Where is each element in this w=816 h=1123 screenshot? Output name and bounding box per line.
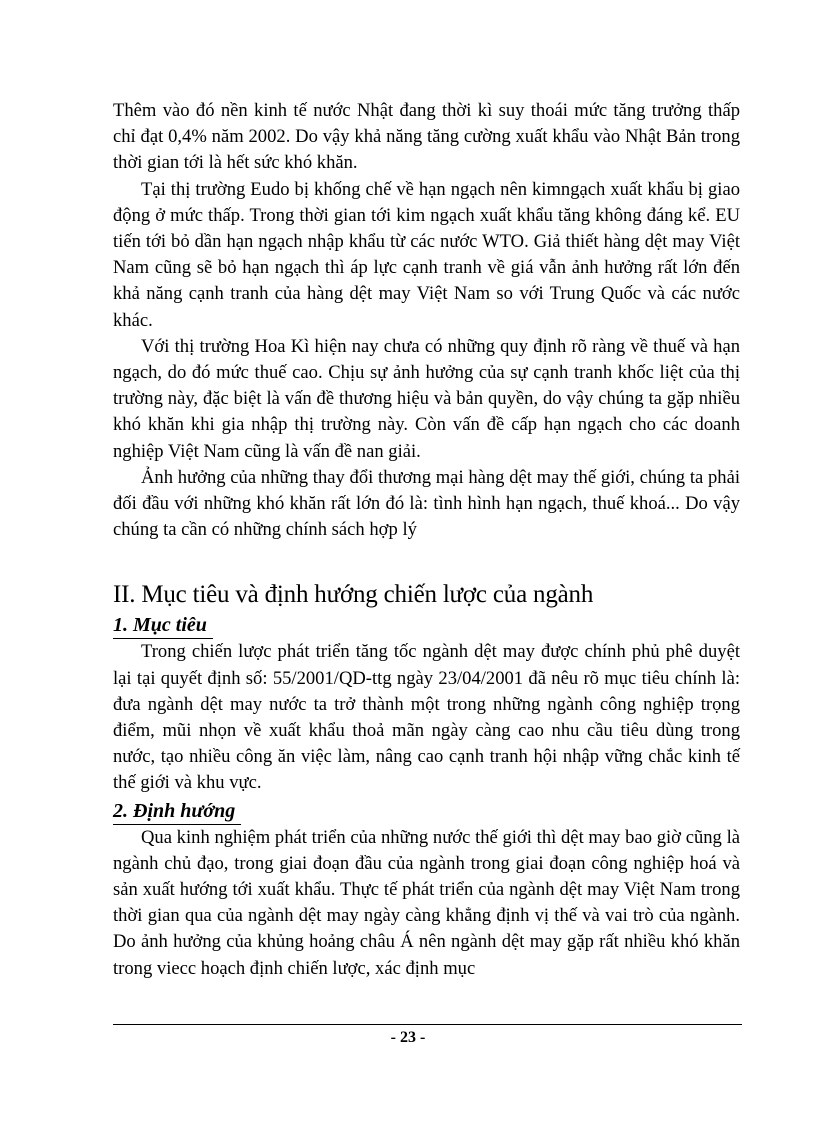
paragraph-eu-market: Tại thị trường Eudo bị khống chế về hạn ngạch nên kimngạch xuất khẩu bị giao động ở mức thấp. Trong thời gian tới kim ngạch xuất khẩu tăng không đáng kể. EU tiến tới bỏ dần hạn ngạch nhập khẩu từ các nước WTO. Giả thiết hàng dệt may Việt Nam cũng sẽ bỏ hạn ngạch thì áp lực cạnh tranh về giá vẫn ảnh hưởng rất lớn đến khả năng cạnh tranh của hàng dệt may Việt Nam so với Trung Quốc và các nước khác. <box>113 178 740 331</box>
footer-divider <box>113 1024 742 1025</box>
subheading-goals: 1. Mục tiêu <box>113 612 213 639</box>
subheading-orientation: 2. Định hướng <box>113 798 241 825</box>
paragraph-conclusion: Ảnh hưởng của những thay đổi thương mại hàng dệt may thế giới, chúng ta phải đối đầu với những khó khăn rất lớn đó là: tình hình hạn ngạch, thuế khoá... Do vậy chúng ta cần có những chính sách hợp lý <box>113 466 740 541</box>
document-page <box>113 98 740 982</box>
section-heading: II. Mục tiêu và định hướng chiến lược của ngành <box>113 581 594 609</box>
page-number: - 23 - <box>390 1029 426 1046</box>
paragraph-orientation: Qua kinh nghiệm phát triển của những nước thế giới thì dệt may bao giờ cũng là ngành chủ đạo, trong giai đoạn đầu của ngành trong giai đoạn công nghiệp hoá và sản xuất hướng tới xuất khẩu. Thực tế phát triển của ngành dệt may Việt Nam trong thời gian qua của ngành dệt may ngày càng khẳng định vị thế và vai trò của ngành. Do ảnh hưởng của khủng hoảng châu Á nên ngành dệt may gặp rất nhiều khó khăn trong viecc hoạch định chiến lược, xác định mục <box>113 826 740 979</box>
paragraph-japan-economy: Thêm vào đó nền kinh tế nước Nhật đang thời kì suy thoái mức tăng trưởng thấp chỉ đạt 0,4% năm 2002. Do vậy khả năng tăng cường xuất khẩu vào Nhật Bản trong thời gian tới là hết sức khó khăn. <box>113 100 740 174</box>
paragraph-us-market: Với thị trường Hoa Kì hiện nay chưa có những quy định rõ ràng về thuế và hạn ngạch, do đó mức thuế cao. Chịu sự ảnh hưởng của sự cạnh tranh khốc liệt của thị trường này, đặc biệt là vấn đề thương hiệu và bản quyền, do vậy chúng ta gặp nhiều khó khăn khi gia nhập thị trường này. Còn vấn đề cấp hạn ngạch cho các doanh nghiệp Việt Nam cũng là vấn đề nan giải. <box>113 335 740 462</box>
paragraph-goals: Trong chiến lược phát triển tăng tốc ngành dệt may được chính phủ phê duyệt lại tại quyết định số: 55/2001/QD-ttg ngày 23/04/2001 đã nêu rõ mục tiêu chính là: đưa ngành dệt may nước ta trở thành một trong những ngành công nghiệp trọng điểm, mũi nhọn về xuất khẩu thoả mãn ngày càng cao nhu cầu tiêu dùng trong nước, tạo nhiều công ăn việc làm, nâng cao cạnh tranh hội nhập vững chắc kinh tế thế giới và khu vực. <box>113 641 740 794</box>
